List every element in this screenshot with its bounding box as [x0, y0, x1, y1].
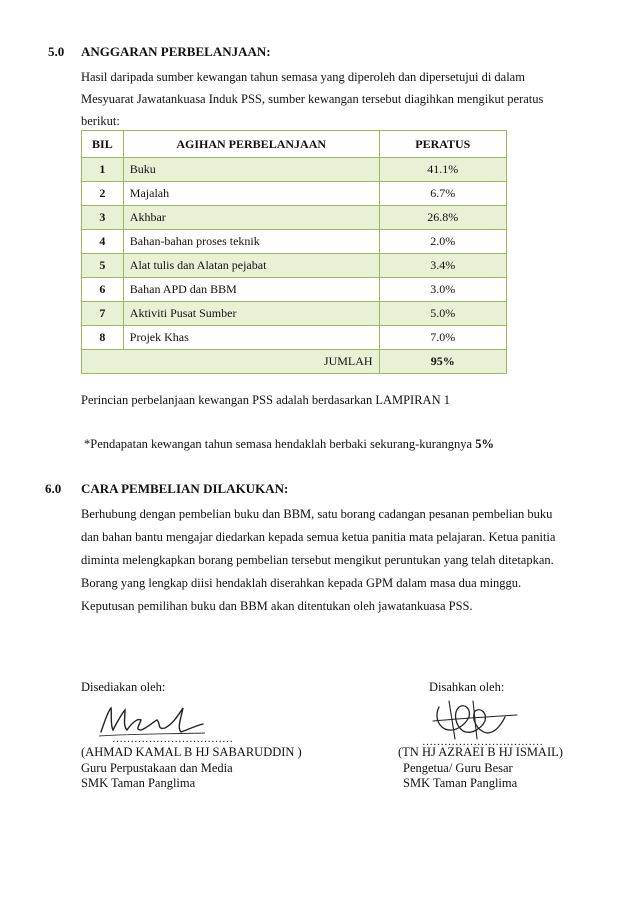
row-pct: 3.0%: [379, 278, 506, 302]
row-item: Majalah: [123, 182, 379, 206]
right-signatory-name: (TN HJ AZRAEI B HJ ISMAIL): [398, 745, 563, 759]
table-row: [82, 182, 507, 206]
row-bil: 5: [82, 254, 124, 278]
body-line: Keputusan pemilihan buku dan BBM akan ditentukan oleh jawatankuasa PSS.: [81, 599, 473, 613]
section-5-intro: [81, 66, 587, 132]
row-bil: 1: [82, 158, 124, 182]
row-item: Buku: [123, 158, 379, 182]
total-label: JUMLAH: [82, 350, 380, 374]
intro-line: berikut:: [81, 114, 120, 128]
intro-line: Hasil daripada sumber kewangan tahun semasa yang diperoleh dan dipersetujui di dalam: [81, 70, 525, 84]
intro-line: Mesyuarat Jawatankuasa Induk PSS, sumber kewangan tersebut diagihkan mengikut peratus: [81, 92, 544, 106]
header-peratus: PERATUS: [379, 131, 506, 158]
row-pct: 7.0%: [379, 326, 506, 350]
left-signatory-name: (AHMAD KAMAL B HJ SABARUDDIN ): [81, 745, 302, 759]
row-bil: 4: [82, 230, 124, 254]
row-pct: 41.1%: [379, 158, 506, 182]
approved-by-label: Disahkan oleh:: [429, 680, 505, 694]
table-row: [82, 278, 507, 302]
table-row: [82, 326, 507, 350]
prepared-by-label: Disediakan oleh:: [81, 680, 166, 694]
row-item: Bahan-bahan proses teknik: [123, 230, 379, 254]
section-6-number: 6.0: [45, 481, 62, 496]
left-signature-dots: ……………………………: [112, 733, 233, 745]
table-row: [82, 158, 507, 182]
row-bil: 7: [82, 302, 124, 326]
body-line: diminta melengkapkan borang pembelian tersebut mengikut peruntukan yang telah ditetapkan.: [81, 553, 554, 567]
right-signature-dots: ……………………………: [422, 736, 543, 748]
row-bil: 3: [82, 206, 124, 230]
right-signatory-role: Pengetua/ Guru Besar: [403, 761, 513, 775]
row-pct: 2.0%: [379, 230, 506, 254]
table-row: [82, 302, 507, 326]
row-pct: 3.4%: [379, 254, 506, 278]
balance-note: [84, 437, 494, 452]
row-pct: 26.8%: [379, 206, 506, 230]
table-header-row: [82, 131, 507, 158]
section-5-number: 5.0: [48, 44, 65, 59]
table-row: [82, 254, 507, 278]
row-pct: 5.0%: [379, 302, 506, 326]
section-6-body: [81, 503, 587, 618]
row-pct: 6.7%: [379, 182, 506, 206]
table-total-row: [82, 350, 507, 374]
row-item: Bahan APD dan BBM: [123, 278, 379, 302]
body-line: Berhubung dengan pembelian buku dan BBM, satu borang cadangan pesanan pembelian buku: [81, 507, 553, 521]
section-6-title: CARA PEMBELIAN DILAKUKAN:: [81, 481, 289, 496]
header-agihan: AGIHAN PERBELANJAAN: [123, 131, 379, 158]
row-item: Alat tulis dan Alatan pejabat: [123, 254, 379, 278]
body-line: Borang yang lengkap diisi hendaklah diserahkan kepada GPM dalam masa dua minggu.: [81, 576, 522, 590]
row-item: Projek Khas: [123, 326, 379, 350]
row-bil: 8: [82, 326, 124, 350]
table-row: [82, 206, 507, 230]
section-5-title: ANGGARAN PERBELANJAAN:: [81, 44, 271, 59]
right-signatory-org: SMK Taman Panglima: [403, 776, 518, 790]
balance-note-text: *Pendapatan kewangan tahun semasa hendaklah berbaki sekurang-kurangnya: [84, 437, 473, 451]
body-line: dan bahan bantu mengajar diedarkan kepada semua ketua panitia mata pelajaran. Ketua panitia: [81, 530, 556, 544]
lampiran-note: Perincian perbelanjaan kewangan PSS adalah berdasarkan LAMPIRAN 1: [81, 393, 450, 407]
left-signatory-role: Guru Perpustakaan dan Media: [81, 761, 233, 775]
row-bil: 2: [82, 182, 124, 206]
left-signatory-org: SMK Taman Panglima: [81, 776, 196, 790]
total-value: 95%: [379, 350, 506, 374]
row-bil: 6: [82, 278, 124, 302]
row-item: Akhbar: [123, 206, 379, 230]
balance-note-value: 5%: [475, 437, 494, 451]
table-row: [82, 230, 507, 254]
row-item: Aktiviti Pusat Sumber: [123, 302, 379, 326]
budget-table: [81, 130, 507, 374]
header-bil: BIL: [82, 131, 124, 158]
